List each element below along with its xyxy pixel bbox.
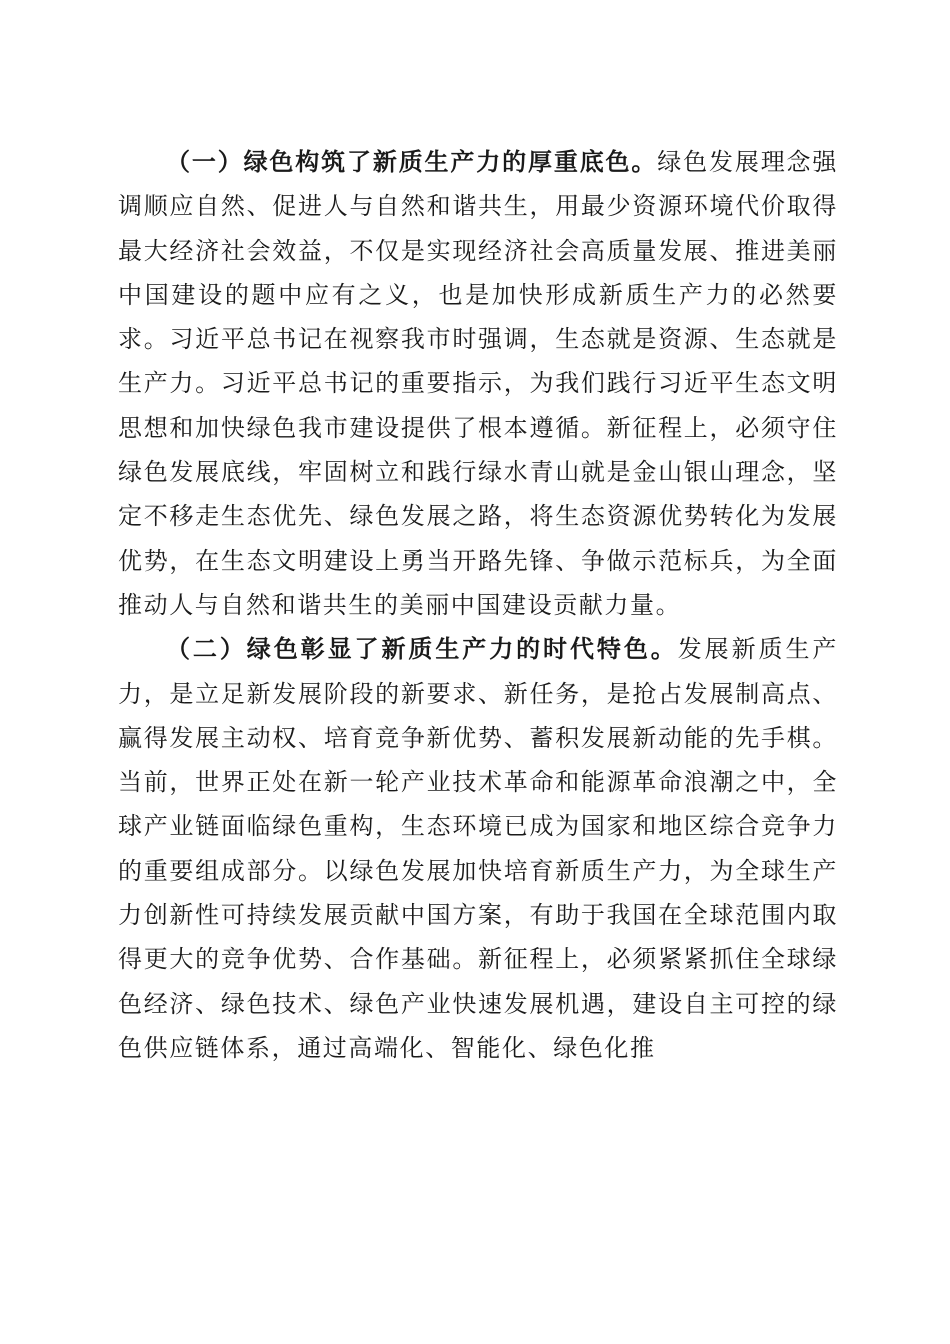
- paragraph-2-heading: （二）绿色彰显了新质生产力的时代特色。: [166, 634, 678, 664]
- document-body: [118, 140, 838, 1070]
- paragraph-2: [118, 627, 838, 1070]
- paragraph-1: [118, 140, 838, 627]
- paragraph-2-body: 发展新质生产力，是立足新发展阶段的新要求、新任务，是抢占发展制高点、赢得发展主动权、培育竞争新优势、蓄积发展新动能的先手棋。当前，世界正处在新一轮产业技术革命和能源革命浪潮之中，全球产业链面临绿色重构，生态环境已成为国家和地区综合竞争力的重要组成部分。以绿色发展加快培育新质生产力，为全球生产力创新性可持续发展贡献中国方案，有助于我国在全球范围内取得更大的竞争优势、合作基础。新征程上，必须紧紧抓住全球绿色经济、绿色技术、绿色产业快速发展机遇，建设自主可控的绿色供应链体系，通过高端化、智能化、绿色化推: [118, 635, 838, 1062]
- paragraph-1-body: 绿色发展理念强调顺应自然、促进人与自然和谐共生，用最少资源环境代价取得最大经济社会效益，不仅是实现经济社会高质量发展、推进美丽中国建设的题中应有之义，也是加快形成新质生产力的必然要求。习近平总书记在视察我市时强调，生态就是资源、生态就是生产力。习近平总书记的重要指示，为我们践行习近平生态文明思想和加快绿色我市建设提供了根本遵循。新征程上，必须守住绿色发展底线，牢固树立和践行绿水青山就是金山银山理念，坚定不移走生态优先、绿色发展之路，将生态资源优势转化为发展优势，在生态文明建设上勇当开路先锋、争做示范标兵，为全面推动人与自然和谐共生的美丽中国建设贡献力量。: [118, 148, 838, 619]
- paragraph-1-heading: （一）绿色构筑了新质生产力的厚重底色。: [166, 147, 658, 176]
